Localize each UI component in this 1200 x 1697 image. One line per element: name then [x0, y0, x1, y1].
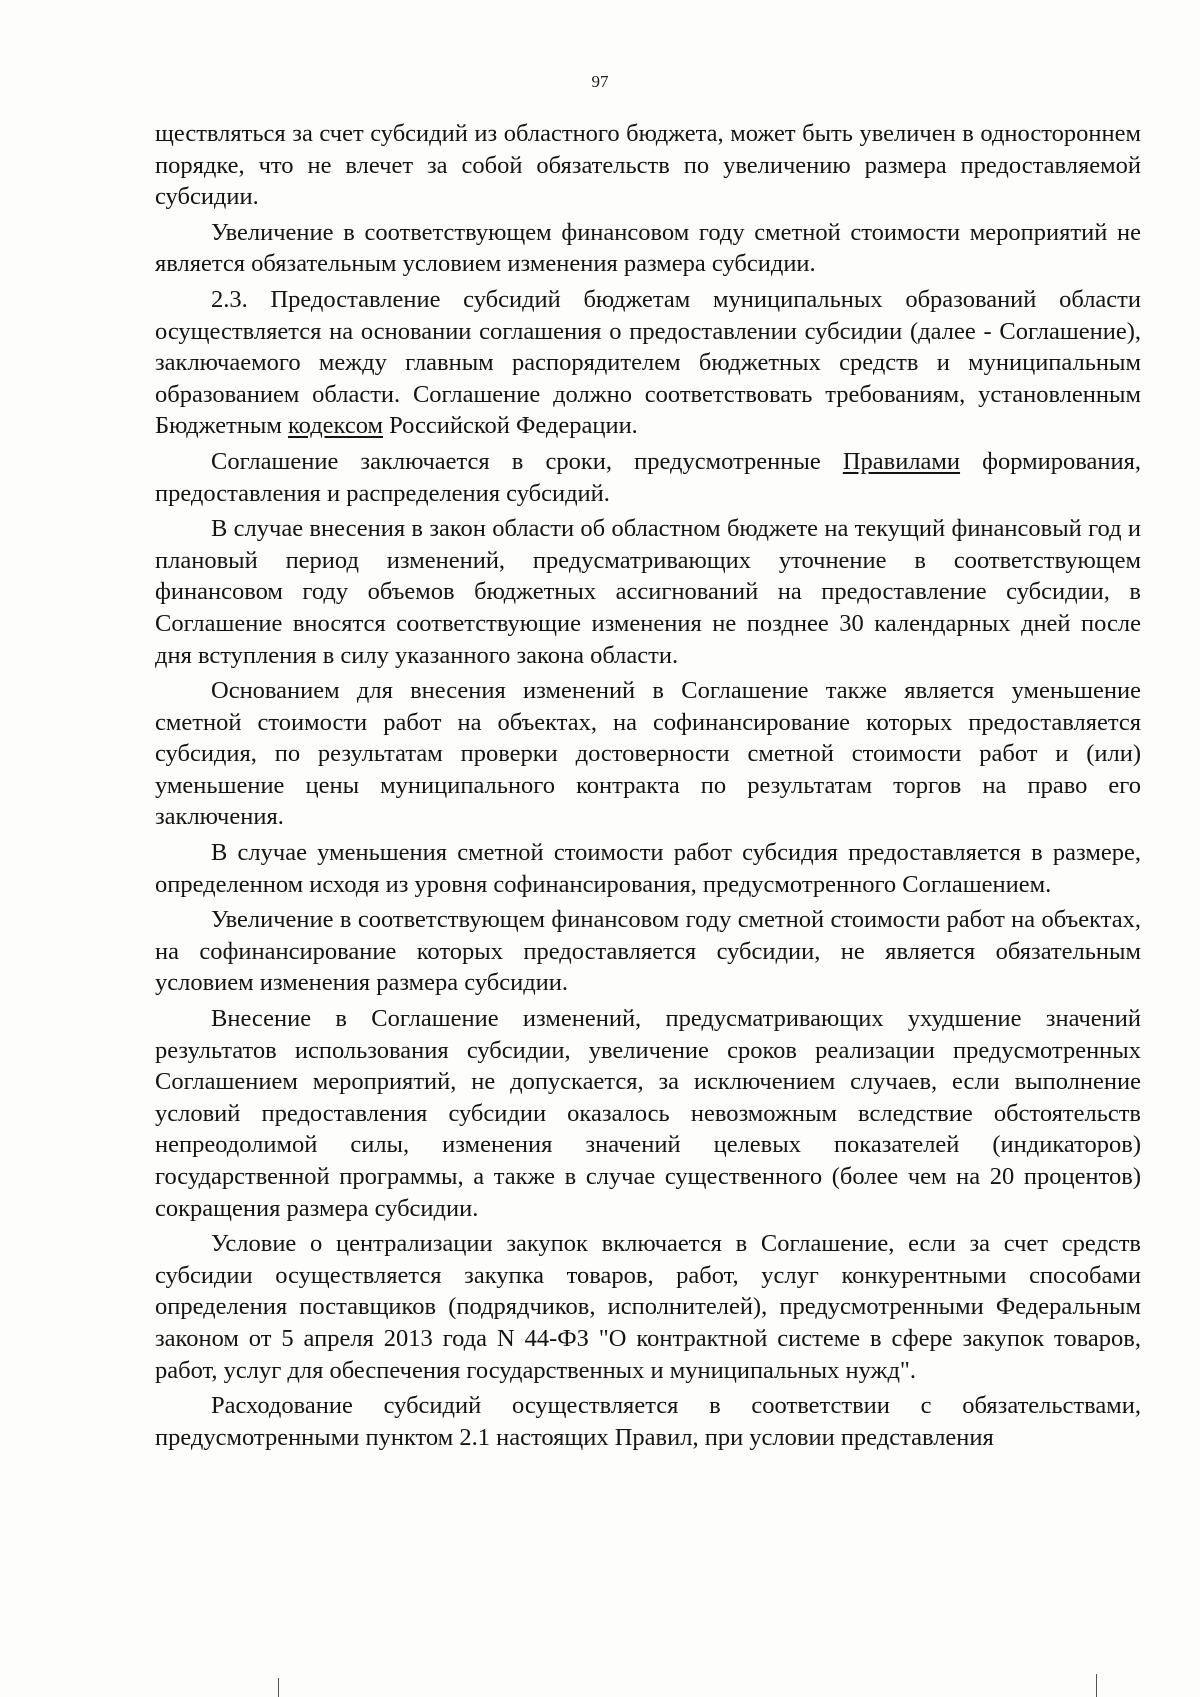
paragraph-9-text: Внесение в Соглашение изменений, предусматривающих ухудшение значений результатов использования субсидии, увеличение сроков реализации предусмотренных Соглашением мероприятий, не допускается, за исключением случаев, если выполнение условий предоставления субсидии оказалось невозможным вследствие обстоятельств непреодолимой силы, изменения значений целевых показателей (индикаторов) государственной программы, а также в случае существенного (более чем на 20 процентов) сокращения размера субсидии. — [155, 1005, 1141, 1222]
paragraph-8-text: Увеличение в соответствующем финансовом году сметной стоимости работ на объектах, на софинансирование которых предоставляется субсидии, не является обязательным условием изменения размера субсидии. — [155, 906, 1141, 997]
paragraph-2-text: Увеличение в соответствующем финансовом году сметной стоимости мероприятий не является обязательным условием изменения размера субсидии. — [155, 218, 1141, 278]
paragraph-4 — [155, 446, 1141, 509]
paragraph-11 — [155, 1390, 1141, 1453]
paragraph-5-text: В случае внесения в закон области об областном бюджете на текущий финансовый год и плановый период изменений, предусматривающих уточнение в соответствующем финансовом году объемов бюджетных ассигнований на предоставление субсидии, в Соглашение вносятся соответствующие изменения не позднее 30 календарных дней после дня вступления в силу указанного закона области. — [155, 515, 1141, 669]
paragraph-6 — [155, 675, 1141, 833]
paragraph-4-text-after: формирования, предоставления и распределения субсидий. — [155, 447, 1142, 507]
paragraph-1 — [155, 118, 1141, 213]
page-number: 97 — [591, 72, 609, 91]
paragraph-6-text: Основанием для внесения изменений в Соглашение также является уменьшение сметной стоимости работ на объектах, на софинансирование которых предоставляется субсидия, по результатам проверки достоверности сметной стоимости работ и (или) уменьшение цены муниципального контракта по результатам торгов на право его заключения. — [155, 677, 1141, 831]
rules-link[interactable]: Правилами — [842, 447, 961, 475]
paragraph-3-text: 2.3. Предоставление субсидий бюджетам муниципальных образований области осуществляется на основании соглашения о предоставлении субсидии (далее - Соглашение), заключаемого между главным распорядителем бюджетных средств и муниципальным образованием области. Соглашение должно соответствовать требованиям, установленным Бюджетным — [155, 285, 1141, 440]
paragraph-7 — [155, 837, 1141, 900]
paragraph-3 — [155, 284, 1141, 442]
paragraph-10-text: Условие о централизации закупок включается в Соглашение, если за счет средств субсидии осуществляется закупка товаров, работ, услуг конкурентными способами определения поставщиков (подрядчиков, исполнителей), предусмотренными Федеральным законом от 5 апреля 2013 года N 44-ФЗ "О контрактной системе в сфере закупок товаров, работ, услуг для обеспечения государственных и муниципальных нужд". — [155, 1230, 1141, 1384]
paragraph-2 — [155, 217, 1141, 280]
paragraph-4-text: Соглашение заключается в сроки, предусмотренные — [211, 447, 843, 475]
budget-code-link[interactable]: кодексом — [287, 412, 383, 440]
scan-mark-left — [278, 1678, 279, 1697]
paragraph-5 — [155, 513, 1141, 671]
document-body — [155, 118, 1141, 1453]
paragraph-10 — [155, 1228, 1141, 1386]
paragraph-1-text: ществляться за счет субсидий из областного бюджета, может быть увеличен в одностороннем порядке, что не влечет за собой обязательств по увеличению размера предоставляемой субсидии. — [155, 120, 1141, 211]
paragraph-11-text: Расходование субсидий осуществляется в соответствии с обязательствами, предусмотренными пунктом 2.1 настоящих Правил, при условии представления — [155, 1392, 1141, 1451]
paragraph-3-text-after: Российской Федерации. — [382, 412, 638, 440]
scan-mark-right — [1096, 1674, 1097, 1697]
paragraph-9 — [155, 1003, 1141, 1224]
paragraph-8 — [155, 904, 1141, 999]
paragraph-7-text: В случае уменьшения сметной стоимости работ субсидия предоставляется в размере, определенном исходя из уровня софинансирования, предусмотренного Соглашением. — [155, 839, 1141, 898]
